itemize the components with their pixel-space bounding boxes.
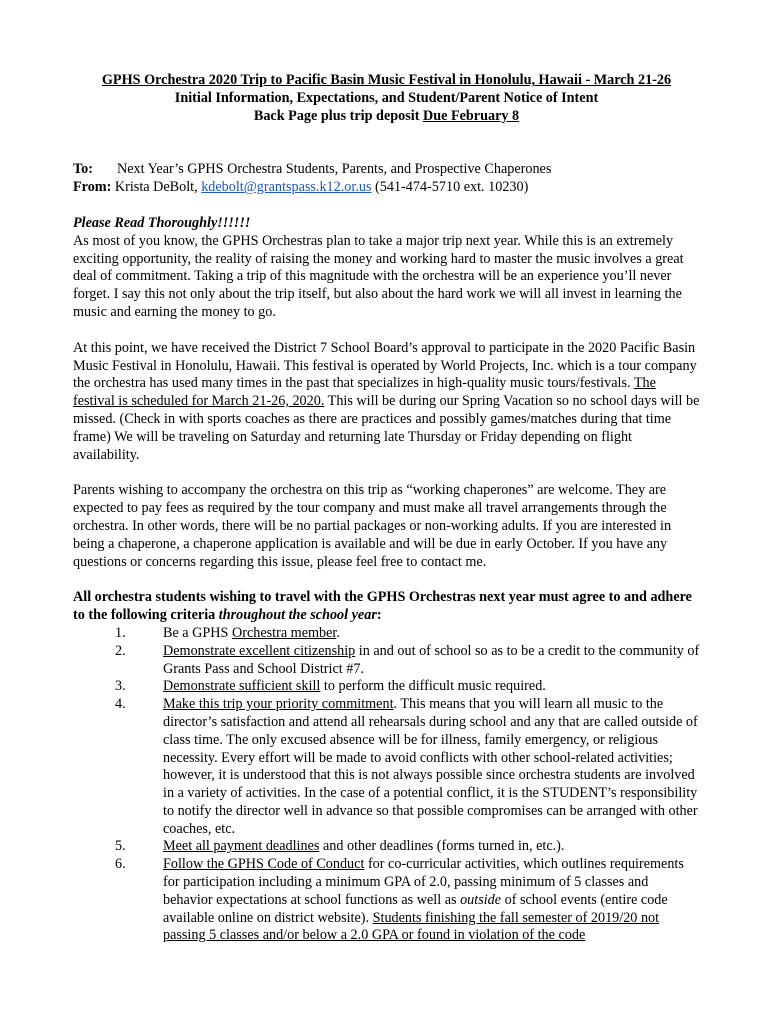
list-item (73, 625, 700, 643)
criteria-list (73, 625, 700, 945)
memo-from (73, 179, 700, 197)
item-text-post: in and out of school so as to be a credit to the community of Grants Pass and School District #7. (163, 642, 700, 677)
item-number: 4. (115, 696, 126, 713)
list-item (73, 838, 700, 856)
item-number: 3. (115, 678, 126, 695)
item-text-post: . (336, 624, 340, 641)
list-item (73, 696, 700, 838)
title-line-1: GPHS Orchestra 2020 Trip to Pacific Basin Music Festival in Honolulu, Hawaii - March 21-26 (101, 72, 672, 88)
item-underlined: Demonstrate excellent citizenship (163, 642, 356, 659)
item-number: 2. (115, 642, 126, 659)
memo-to (73, 161, 700, 179)
from-phone: (541-474-5710 ext. 10230) (371, 179, 529, 196)
festival-text-b: This will be during our Spring Vacation so no school days will be missed. (Check in with sports coaches as there are practices and possibly games/matches during that time frame) We will be traveling on Saturday and returning late Thursday or Friday depending on flight availability. (73, 393, 700, 463)
to-label: To: (73, 161, 93, 178)
item-underlined: Meet all payment deadlines (163, 838, 320, 855)
item-text-post: . This means that you will learn all music to the director’s satisfaction and attend all rehearsals during school and any that are called outside of class time. The only excused absence will be for illness, family emergency, or religious necessity. Every effort will be made to avoid conflicts with other school-related activities; however, it is understood that this is not always possible since orchestra students are involved in a variety of activities. In the case of a potential conflict, it is the STUDENT’s responsibility to notify the director well in advance so that possible compromises can be arranged with other coaches, etc. (163, 696, 698, 837)
from-label: From: (73, 179, 112, 196)
criteria-heading-colon: : (376, 607, 382, 624)
item-text-post: to perform the difficult music required. (320, 678, 546, 695)
item-underlined: Follow the GPHS Code of Conduct (163, 856, 365, 873)
criteria-heading-text: All orchestra students wishing to travel with the GPHS Orchestras next year must agree to and adhere to the following criteria (73, 589, 692, 624)
item-underlined: Make this trip your priority commitment (163, 696, 394, 713)
email-link[interactable]: kdebolt@grantspass.k12.or.us (201, 179, 372, 196)
criteria-heading (73, 589, 700, 625)
chaperone-paragraph: Parents wishing to accompany the orchestra on this trip as “working chaperones” are welcome. They are expected to pay fees as required by the tour company and must make all travel arrangements through the orchestra. In other words, there will be no partial packages or non-working adults. If you are interested in being a chaperone, a chaperone application is available and will be due in early October. If you have any questions or concerns regarding this issue, please feel free to contact me. (73, 482, 672, 570)
list-item (73, 643, 700, 679)
festival-dates: The festival is scheduled for March 21-26, 2020. (73, 375, 656, 410)
item-underlined: Demonstrate sufficient skill (163, 678, 321, 695)
item-number: 1. (115, 624, 126, 641)
list-item (73, 678, 700, 696)
item-underlined: Orchestra member (231, 624, 337, 641)
item-text-post2: of school events (entire code available online on district website). (163, 891, 668, 926)
item-underlined-2: Students finishing the fall semester of 2019/20 not passing 5 classes and/or below a 2.0 GPA or found in violation of the code (163, 909, 660, 944)
item-text: Be a GPHS (163, 624, 232, 641)
item-number: 5. (115, 838, 126, 855)
festival-text-a: At this point, we have received the District 7 School Board’s approval to participate in the 2020 Pacific Basin Music Festival in Honolulu, Hawaii. This festival is operated by World Projects, Inc. which is a tour company the orchestra has used many times in the past that specializes in high-quality music tours/festivals. (73, 339, 697, 392)
criteria-heading-italic: throughout the school year (218, 607, 377, 624)
title-line-3 (73, 108, 700, 126)
document-page (73, 72, 700, 945)
list-item (73, 856, 700, 945)
from-name: Krista DeBolt, (114, 179, 202, 196)
read-heading: Please Read Thoroughly!!!!!! (73, 214, 251, 231)
title-line-2: Initial Information, Expectations, and Student/Parent Notice of Intent (174, 89, 599, 106)
to-value: Next Year’s GPHS Orchestra Students, Parents, and Prospective Chaperones (117, 161, 552, 178)
item-text-post: and other deadlines (forms turned in, etc.). (319, 838, 565, 855)
document-title (73, 72, 700, 125)
item-text-post: for co-curricular activities, which outlines requirements for participation including a minimum GPA of 2.0, passing minimum of 5 classes and behavior expectations at school functions as well as (163, 856, 684, 908)
item-number: 6. (115, 856, 126, 873)
title-line-3-prefix: Back Page plus trip deposit (253, 107, 423, 124)
item-italic: outside (460, 891, 502, 908)
due-date: Due February 8 (422, 107, 520, 124)
intro-paragraph: As most of you know, the GPHS Orchestras plan to take a major trip next year. While this is an extremely exciting opportunity, the reality of raising the money and working hard to master the music involves a great deal of commitment. Taking a trip of this magnitude with the orchestra will be an experience you’ll never forget. I say this not only about the trip itself, but also about the hard work we will all invest in learning the music and earning the money to go. (73, 232, 684, 320)
festival-paragraph (73, 340, 700, 465)
